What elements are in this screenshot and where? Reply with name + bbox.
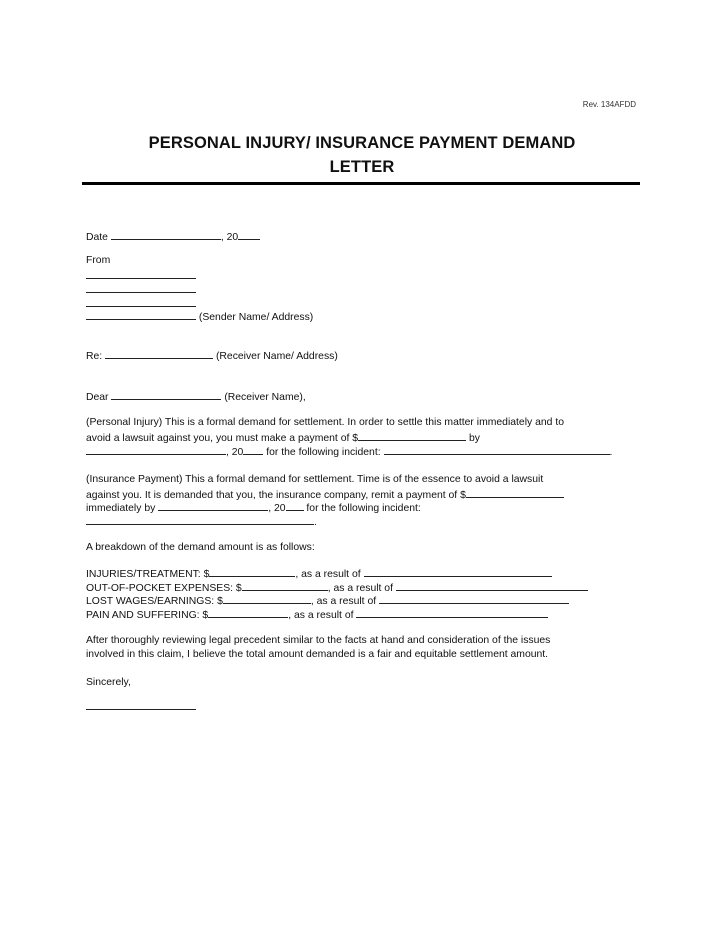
sender-blank-4[interactable] <box>86 309 196 320</box>
ins-period: . <box>314 517 317 528</box>
pain-suffering-reason-blank[interactable] <box>356 607 548 618</box>
personal-injury-line-1: (Personal Injury) This is a formal demand for settlement. In order to settle this matter immediately and to <box>86 417 564 428</box>
title-line-2: LETTER <box>329 158 395 176</box>
pi-amount-blank[interactable] <box>358 430 466 441</box>
signature-line <box>86 699 196 715</box>
signature-blank[interactable] <box>86 699 196 710</box>
dear-line <box>86 389 306 405</box>
insurance-line-1: (Insurance Payment) This a formal demand for settlement. Time is of the essence to avoid a lawsuit <box>86 474 544 485</box>
re-line <box>86 348 338 364</box>
ins-amount-blank[interactable] <box>466 487 564 498</box>
injuries-result-of: , as a result of <box>295 569 361 580</box>
re-blank[interactable] <box>105 348 213 359</box>
date-label: Date <box>86 232 108 243</box>
date-blank[interactable] <box>111 229 221 240</box>
title-line-1: PERSONAL INJURY/ INSURANCE PAYMENT DEMAND <box>148 134 576 152</box>
dear-label: Dear <box>86 392 109 403</box>
title-divider <box>82 182 640 185</box>
ins-incident-blank[interactable] <box>86 514 314 525</box>
dear-blank[interactable] <box>111 389 221 400</box>
lost-wages-amount-blank[interactable] <box>223 593 311 604</box>
ins-incident-text: for the following incident: <box>306 503 421 514</box>
pi-payment-text: avoid a lawsuit against you, you must make a payment of $ <box>86 433 359 444</box>
personal-injury-line-3 <box>86 444 612 460</box>
pain-suffering-amount-blank[interactable] <box>208 607 288 618</box>
dear-receiver-hint: (Receiver Name), <box>224 392 306 403</box>
ins-date-blank[interactable] <box>158 500 268 511</box>
pi-period: . <box>609 447 613 458</box>
injuries-reason-blank[interactable] <box>364 566 552 577</box>
breakdown-intro: A breakdown of the demand amount is as follows: <box>86 542 315 553</box>
closing-line-2: involved in this claim, I believe the total amount demanded is a fair and equitable settlement amount. <box>86 649 549 660</box>
sender-blank-2[interactable] <box>86 282 196 293</box>
lost-wages-result-of: , as a result of <box>310 596 377 607</box>
pi-incident-text: for the following incident: <box>266 447 381 458</box>
out-of-pocket-reason-blank[interactable] <box>396 580 588 591</box>
sender-blank-1[interactable] <box>86 268 196 279</box>
date-year-prefix: , 20 <box>220 232 239 243</box>
injuries-amount-blank[interactable] <box>209 566 295 577</box>
lost-wages-label: LOST WAGES/EARNINGS: $ <box>86 596 223 607</box>
pain-suffering-label: PAIN AND SUFFERING: $ <box>86 610 209 621</box>
closing-line-1: After thoroughly reviewing legal precedent similar to the facts at hand and consideration of the issues <box>86 635 551 646</box>
ins-remit-text: against you. It is demanded that you, the insurance company, remit a payment of $ <box>86 490 466 501</box>
insurance-line-4 <box>86 514 317 530</box>
out-of-pocket-amount-blank[interactable] <box>242 580 328 591</box>
out-of-pocket-label: OUT-OF-POCKET EXPENSES: $ <box>86 583 242 594</box>
sender-blank-3[interactable] <box>86 296 196 307</box>
sincerely: Sincerely, <box>86 677 131 688</box>
pi-year-blank[interactable] <box>243 444 263 455</box>
from-label: From <box>86 255 111 266</box>
from-line-4 <box>86 309 313 325</box>
injuries-label: INJURIES/TREATMENT: $ <box>86 569 210 580</box>
pi-by-text: by <box>468 433 480 444</box>
document-title <box>82 131 642 179</box>
pi-year-prefix: , 20 <box>226 447 244 458</box>
date-line <box>86 229 260 245</box>
re-label: Re: <box>86 351 103 362</box>
ins-immediately-text: immediately by <box>86 503 156 514</box>
pi-incident-blank[interactable] <box>384 444 610 455</box>
revision-code: Rev. 134AFDD <box>582 100 636 109</box>
lost-wages-reason-blank[interactable] <box>379 593 569 604</box>
breakdown-row-pain-suffering <box>86 607 548 623</box>
pain-suffering-result-of: , as a result of <box>288 610 354 621</box>
ins-year-blank[interactable] <box>286 500 304 511</box>
date-year-blank[interactable] <box>238 229 260 240</box>
out-of-pocket-result-of: , as a result of <box>327 583 393 594</box>
pi-date-blank[interactable] <box>86 444 226 455</box>
receiver-hint: (Receiver Name/ Address) <box>215 351 338 362</box>
ins-year-prefix: , 20 <box>268 503 286 514</box>
sender-hint: (Sender Name/ Address) <box>198 312 314 323</box>
